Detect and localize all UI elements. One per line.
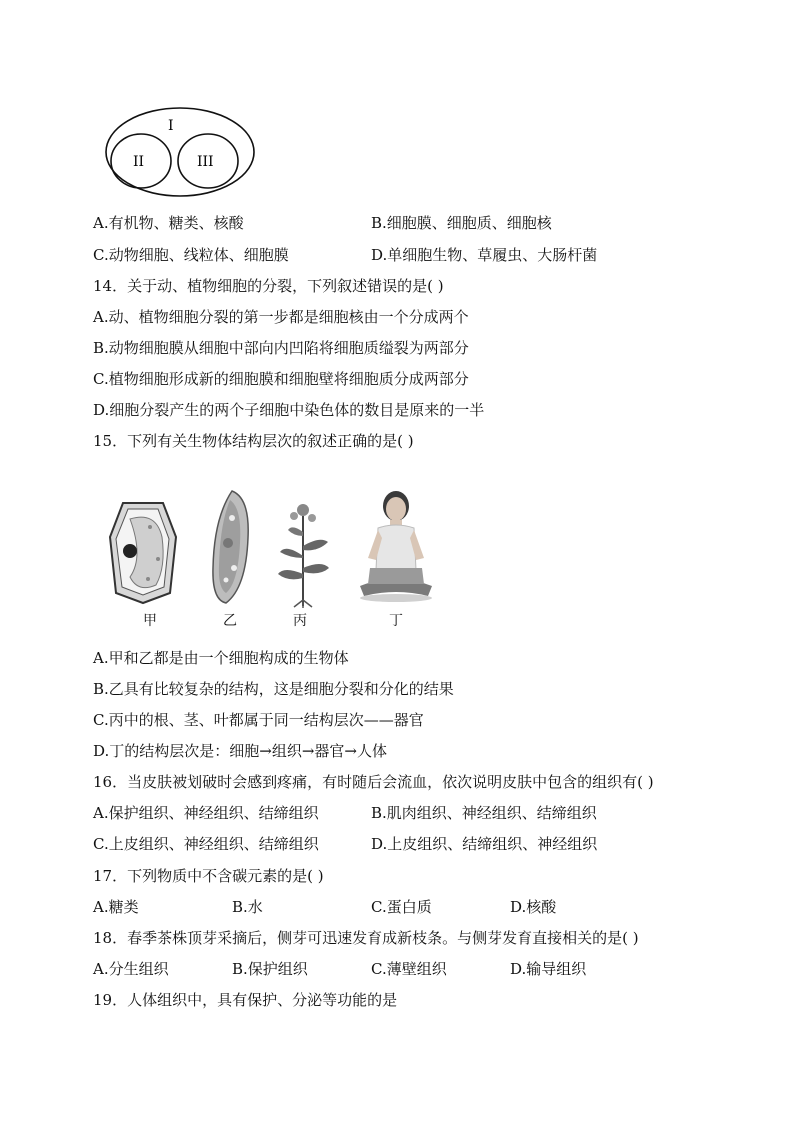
q13-option-a: A.有机物、糖类、核酸 [93, 214, 244, 232]
venn-label-outer: I [168, 118, 174, 134]
q16-option-a: A.保护组织、神经组织、结缔组织 [93, 804, 319, 822]
venn-diagram [100, 105, 260, 200]
q18-stem: 18．春季茶株顶芽采摘后，侧芽可迅速发育成新枝条。与侧芽发育直接相关的是( ) [93, 929, 639, 947]
q17-option-d: D.核酸 [510, 898, 557, 916]
q15-option-b: B.乙具有比较复杂的结构，这是细胞分裂和分化的结果 [93, 680, 454, 698]
q14-option-b: B.动物细胞膜从细胞中部向内凹陷将细胞质缢裂为两部分 [93, 339, 469, 357]
q13-option-b: B.细胞膜、细胞质、细胞核 [371, 214, 552, 232]
paramecium-figure [208, 488, 254, 606]
q16-stem: 16．当皮肤被划破时会感到疼痛，有时随后会流血，依次说明皮肤中包含的组织有( ) [93, 773, 654, 791]
q16-option-c: C.上皮组织、神经组织、结缔组织 [93, 835, 319, 853]
q17-option-c: C.蛋白质 [371, 898, 432, 916]
q16-option-b: B.肌肉组织、神经组织、结缔组织 [371, 804, 597, 822]
girl-figure [354, 488, 438, 604]
q18-option-d: D.输导组织 [510, 960, 587, 978]
q19-stem: 19．人体组织中，具有保护、分泌等功能的是 [93, 991, 398, 1009]
figure-label-ding: 丁 [389, 613, 403, 629]
q14-stem: 14．关于动、植物细胞的分裂，下列叙述错误的是( ) [93, 277, 444, 295]
figure-label-jia: 甲 [143, 613, 157, 629]
plant-figure [272, 496, 334, 608]
q17-option-a: A.糖类 [93, 898, 139, 916]
q15-option-c: C.丙中的根、茎、叶都属于同一结构层次——器官 [93, 711, 424, 729]
q14-option-c: C.植物细胞形成新的细胞膜和细胞壁将细胞质分成两部分 [93, 370, 469, 388]
q17-option-b: B.水 [232, 898, 263, 916]
venn-label-left: II [133, 154, 145, 170]
q14-option-d: D.细胞分裂产生的两个子细胞中染色体的数目是原来的一半 [93, 401, 485, 419]
q15-option-a: A.甲和乙都是由一个细胞构成的生物体 [93, 649, 349, 667]
q17-stem: 17．下列物质中不含碳元素的是( ) [93, 867, 324, 885]
q18-option-a: A.分生组织 [93, 960, 169, 978]
q18-option-c: C.薄壁组织 [371, 960, 447, 978]
venn-label-right: III [197, 154, 214, 170]
q15-stem: 15．下列有关生物体结构层次的叙述正确的是( ) [93, 432, 414, 450]
plant-cell-figure [108, 497, 178, 607]
q13-option-d: D.单细胞生物、草履虫、大肠杆菌 [371, 246, 598, 264]
q15-option-d: D.丁的结构层次是：细胞→组织→器官→人体 [93, 742, 387, 760]
q14-option-a: A.动、植物细胞分裂的第一步都是细胞核由一个分成两个 [93, 308, 469, 326]
q13-option-c: C.动物细胞、线粒体、细胞膜 [93, 246, 289, 264]
q16-option-d: D.上皮组织、结缔组织、神经组织 [371, 835, 598, 853]
q18-option-b: B.保护组织 [232, 960, 308, 978]
figure-label-yi: 乙 [223, 613, 237, 629]
figure-label-bing: 丙 [293, 613, 307, 629]
